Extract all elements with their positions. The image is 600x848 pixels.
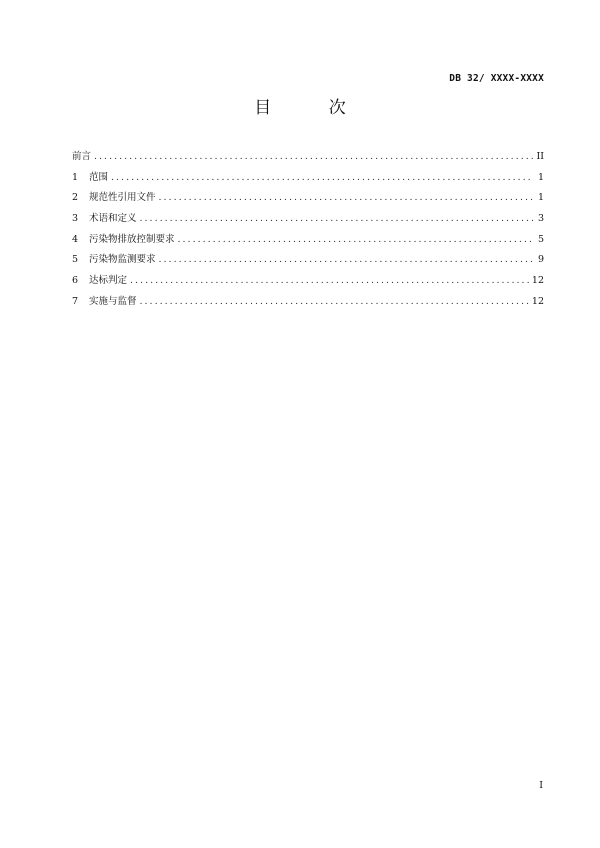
toc-entry-page: 5 [537, 233, 544, 245]
toc-entry-page: 3 [537, 213, 544, 225]
toc-entry-label: 达标判定 [89, 275, 128, 287]
toc-entry-label: 污染物排放控制要求 [89, 233, 175, 245]
page-number: I [539, 780, 543, 791]
toc-entry-page: 1 [537, 171, 544, 183]
toc-entry-number: 5 [72, 254, 79, 266]
toc-entry-number: 6 [72, 275, 79, 287]
toc-entry-page: 9 [537, 254, 544, 266]
toc-entry-page: II [536, 151, 544, 162]
toc-entry-number: 2 [72, 192, 79, 204]
toc-entry-terms-definitions[interactable] [72, 212, 544, 233]
toc-entry-scope[interactable] [72, 171, 544, 192]
toc-entry-number: 1 [72, 171, 79, 183]
toc-entry-normative-references[interactable] [72, 191, 544, 212]
toc-leader-dots [140, 212, 533, 226]
toc-entry-page: 12 [531, 295, 544, 307]
toc-entry-number: 4 [72, 233, 79, 245]
toc-entry-label: 术语和定义 [89, 213, 137, 225]
table-of-contents [72, 150, 544, 316]
toc-leader-dots [178, 233, 533, 247]
toc-entry-monitoring[interactable] [72, 253, 544, 274]
toc-entry-page: 12 [531, 275, 544, 287]
toc-entry-number: 7 [72, 295, 79, 307]
toc-entry-label: 污染物监测要求 [89, 254, 156, 266]
toc-entry-foreword[interactable] [72, 150, 544, 171]
toc-entry-emission-control[interactable] [72, 233, 544, 254]
toc-title: 目 次 [254, 98, 372, 118]
toc-entry-number: 3 [72, 213, 79, 225]
toc-entry-label: 规范性引用文件 [89, 192, 156, 204]
toc-leader-dots [159, 191, 533, 205]
toc-entry-compliance[interactable] [72, 274, 544, 295]
toc-entry-label: 实施与监督 [89, 295, 137, 307]
toc-leader-dots [140, 295, 529, 309]
document-code: DB 32/ XXXX-XXXX [449, 73, 544, 84]
toc-entry-label: 前言 [72, 151, 92, 162]
toc-leader-dots [159, 253, 533, 267]
toc-leader-dots [94, 150, 533, 164]
toc-entry-page: 1 [537, 192, 544, 204]
toc-leader-dots [111, 171, 533, 185]
toc-entry-label: 范围 [89, 171, 109, 183]
toc-leader-dots [130, 274, 529, 288]
toc-entry-implementation[interactable] [72, 295, 544, 316]
